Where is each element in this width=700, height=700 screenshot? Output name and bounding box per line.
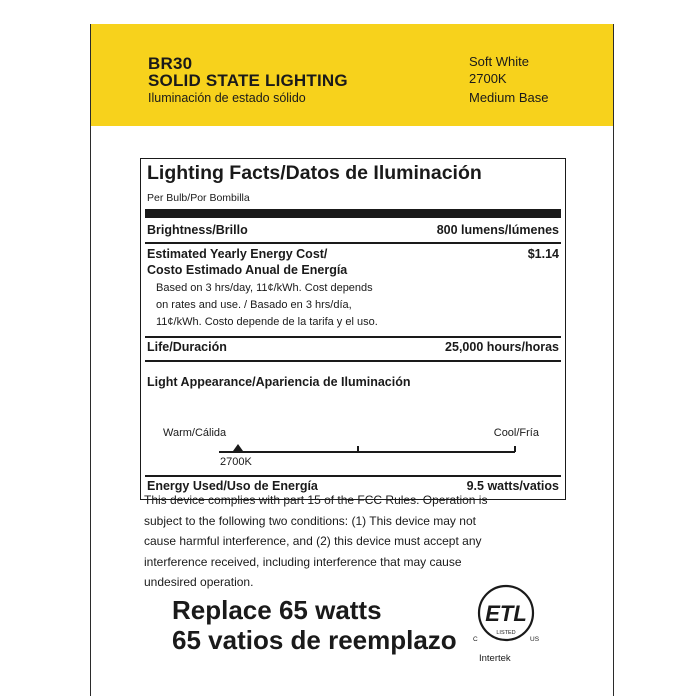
cost-label-line2: Costo Estimado Anual de Energía (147, 263, 348, 277)
fcc-line: interference received, including interference that may cause (144, 554, 462, 569)
fcc-line: cause harmful interference, and (2) this device must accept any (144, 534, 482, 548)
brightness-value: 800 lumens/lúmenes (436, 223, 559, 237)
divider (145, 336, 561, 338)
scale-warm-label: Warm/Cálida (163, 427, 227, 439)
cost-value: $1.14 (527, 247, 559, 261)
etl-c-text: C (473, 636, 478, 643)
etl-us-text: US (530, 636, 540, 643)
spec-temperature: 2700K (469, 71, 507, 86)
scale-tick (357, 446, 359, 452)
color-temperature-scale (219, 451, 515, 453)
life-label: Life/Duración (147, 340, 227, 354)
replace-watts-spanish: 65 vatios de reemplazo (172, 625, 457, 655)
facts-title: Lighting Facts/Datos de Iluminación (147, 162, 482, 184)
cost-note-line2: on rates and use. / Basado en 3 hrs/día, (156, 299, 352, 311)
package-label (90, 24, 614, 696)
spec-base: Medium Base (469, 90, 549, 105)
energy-value: 9.5 watts/vatios (466, 479, 559, 493)
spec-color: Soft White (469, 54, 529, 69)
divider (145, 242, 561, 244)
product-type: SOLID STATE LIGHTING (148, 71, 348, 90)
per-bulb-label: Per Bulb/Por Bombilla (147, 192, 250, 204)
divider (145, 360, 561, 362)
heavy-divider (145, 209, 561, 218)
intertek-label: Intertek (479, 653, 511, 664)
replace-watts-english: Replace 65 watts (172, 595, 382, 625)
product-type-spanish: Iluminación de estado sólido (148, 91, 306, 105)
scale-tick (514, 446, 516, 452)
etl-listed-mark-icon (469, 579, 543, 669)
fcc-line: This device complies with part 15 of the FCC Rules. Operation is (144, 493, 488, 507)
product-banner (91, 24, 613, 126)
energy-label: Energy Used/Uso de Energía (147, 479, 318, 493)
scale-marker-label: 2700K (220, 456, 252, 468)
cost-note-line3: 11¢/kWh. Costo depende de la tarifa y el uso. (156, 316, 378, 328)
scale-marker-triangle (233, 444, 243, 451)
fcc-line: subject to the following two conditions: (1) This device may not (144, 513, 476, 528)
scale-cool-label: Cool/Fría (493, 427, 539, 439)
divider (145, 475, 561, 477)
fcc-statement (144, 490, 554, 593)
cost-label-line1: Estimated Yearly Energy Cost/ (147, 247, 328, 261)
etl-listed-text: LISTED (496, 630, 516, 636)
appearance-label: Light Appearance/Apariencia de Iluminación (147, 375, 411, 389)
cost-note-line1: Based on 3 hrs/day, 11¢/kWh. Cost depends (156, 282, 373, 294)
life-value: 25,000 hours/horas (445, 340, 559, 354)
lighting-facts-panel (140, 158, 566, 500)
product-model: BR30 (148, 54, 193, 73)
brightness-label: Brightness/Brillo (147, 223, 248, 237)
fcc-line: undesired operation. (144, 575, 254, 589)
svg-text:ETL: ETL (485, 601, 527, 626)
